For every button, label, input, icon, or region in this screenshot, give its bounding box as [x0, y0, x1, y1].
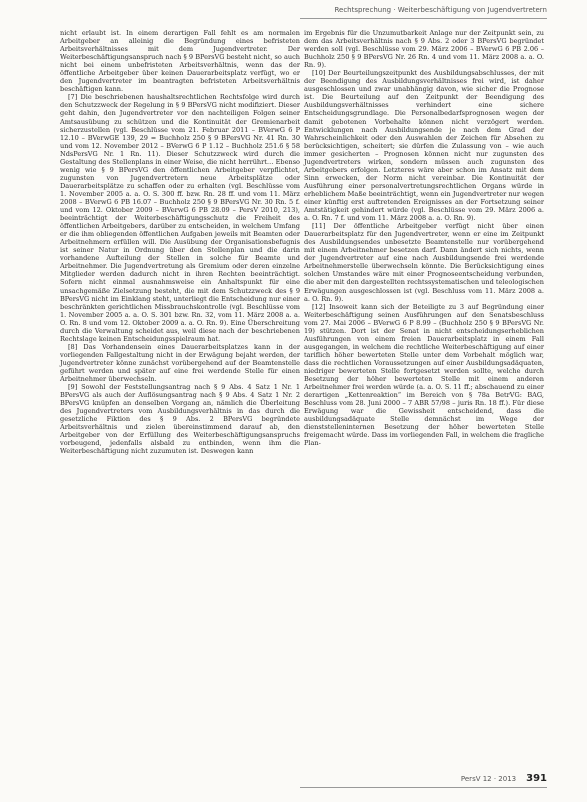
page-number: 391 — [526, 773, 547, 784]
paragraph: [8] Das Vorhandensein eines Dauerarbeitsplatzes kann in der vorliegenden Fallgestaltung nicht in der Erwägung bejaht werden, der Jugendvertreter könne zunächst vorübergehend auf der Beamtenstelle geführt werden und später auf eine frei werdende Stelle für einen Arbeitnehmer überwechseln. — [60, 342, 300, 384]
footer-rule — [300, 787, 547, 788]
paragraph: nicht erlaubt ist. In einem derartigen Fall fehlt es am normalen Arbeitgeber an alleinig die Begründung eines befristeten Arbeitsverhältnisses mit dem Jugendvertreter. Der Weiterbeschäftigungsanspruch nach § 9 BPersVG besteht nicht, so auch nicht bei einem unbefristeten Arbeitsverhältnis, wenn das der öffentliche Arbeitgeber über keinen Dauerarbeitsplatz verfügt, wo er den Jugendvertreter im beantragten befristeten Arbeitsverhältnis beschäftigen kann. — [60, 29, 300, 94]
paragraph: im Ergebnis für die Unzumutbarkeit Anlage nur der Zeitpunkt sein, zu dem das Arbeitsverhältnis nach § 9 Abs. 2 oder 3 BPersVG begründet werden soll (vgl. Beschlüsse vom 29. März 2006 – BVerwG 6 PB 2.06 – Buchholz 250 § 9 BPersVG Nr. 26 Rn. 4 und vom 11. März 2008 a. a. O. Rn. 9). — [304, 29, 544, 70]
right-column — [304, 29, 544, 447]
page-footer — [461, 773, 547, 784]
paragraph: [11] Der öffentliche Arbeitgeber verfügt nicht über einen Dauerarbeitsplatz für den Jugendvertreter, wenn er eine im Zeitpunkt des Ausbildungsendes unbesetzte Beamtenstelle nur vorübergehend mit einem Arbeitnehmer besetzen darf. Dann ändert sich nichts, wenn der Jugendvertreter auf eine nach Ausbildungsende frei werdende Arbeitnehmerstelle überwechseln könnte. Die Berücksichtigung eines solchen Umstandes wäre mit einer Prognoseentscheidung verbunden, die aber mit den dargestellten rechtssystematischen und teleologischen Erwägungen ausgeschlossen ist (vgl. Beschluss vom 11. März 2008 a. a. O. Rn. 9). — [304, 222, 544, 303]
paragraph: [7] Die beschriebenen haushaltsrechtlichen Rechtsfolge wird durch den Schutzzweck der Regelung in § 9 BPersVG nicht modifiziert. Dieser geht dahin, den Jugendvertreter vor den nachteiligen Folgen seiner Amtsausübung zu schützen und die Kontinuität der Gremienarbeit sicherzustellen (vgl. Beschlüsse vom 21. Februar 2011 – BVerwG 6 P 12.10 – BVerwGE 139, 29 = Buchholz 250 § 9 BPersVG Nr. 41 Rn. 30 und vom 12. November 2012 – BVerwG 6 P 1.12 – Buchholz 251.6 § 58 NdsPersVG Nr. 1 Rn. 11). Dieser Schutzzweck wird durch die Gestaltung des Stellenplans in einer Weise, die nicht herrührt… Ebenso wenig wie § 9 BPersVG den öffentlichen Arbeitgeber verpflichtet, zugunsten von Jugendvertretern neue Arbeitsplätze oder Dauerarbeitsplätze zu schaffen oder zu erhalten (vgl. Beschlüsse vom 1. November 2005 a. a. O. S. 300 ff. bzw. Rn. 28 ff. und vom 11. März 2008 – BVerwG 6 PB 16.07 – Buchholz 250 § 9 BPersVG Nr. 30 Rn. 5 f. und vom 12. Oktober 2009 – BVerwG 6 PB 28.09 – PersV 2010, 213), beeinträchtigt der Weiterbeschäftigungsschutz die Freiheit des öffentlichen Arbeitgebers, darüber zu entscheiden, in welchem Umfang er die ihm obliegenden öffentlichen Aufgaben jeweils mit Beamten oder Arbeitnehmern erfüllen will. Die Ausübung der Organisationsbefugnis ist seiner Natur in Ordnung über den Stellenplan und die darin vorhandene Aufteilung der Stellen in solche für Beamte und Arbeitnehmer. Die Jugendvertretung als Gremium oder deren einzelne Mitglieder werden dadurch nicht in ihren Rechten beeinträchtigt. Sofern nicht einmal ausnahmsweise ein Anhaltspunkt für eine unsachgemäße Zielsetzung besteht, die mit dem Schutzzweck des § 9 BPersVG nicht im Einklang steht, unterliegt die Entscheidung nur einer beschränkten gerichtlichen Missbrauchskontrolle (vgl. Beschlüsse vom 1. November 2005 a. a. O. S. 301 bzw. Rn. 32, vom 11. März 2008 a. a. O. Rn. 8 und vom 12. Oktober 2009 a. a. O. Rn. 9). Eine Überschreitung durch die Verwaltung scheidet aus, weil diese nach der beschriebenen Rechtslage keinen Entscheidungsspielraum hat. — [60, 93, 300, 343]
journal-reference: PersV 12 · 2013 — [460, 775, 517, 783]
paragraph: [9] Sowohl der Feststellungsantrag nach § 9 Abs. 4 Satz 1 Nr. 1 BPersVG als auch der Auflösungsantrag nach § 9 Abs. 4 Satz 1 Nr. 2 BPersVG knüpfen an denselben Vorgang an, nämlich die Überleitung des Jugendvertreters vom Ausbildungsverhältnis in das durch die gesetzliche Fiktion des § 9 Abs. 2 BPersVG begründete Arbeitsverhältnis und zielen übereinstimmend darauf ab, den Arbeitgeber von der Erfüllung des Weiterbeschäftigungsanspruchs vorbeugend, jedenfalls alsbald zu entbinden, wenn ihm die Weiterbeschäftigung nicht zuzumuten ist. Deswegen kann — [60, 383, 300, 456]
left-column — [60, 29, 300, 455]
header-rule — [300, 18, 547, 19]
paragraph: [10] Der Beurteilungszeitpunkt des Ausbildungsabschlusses, der mit der Beendigung des Ausbildungsverhältnisses frei wird, ist daher ausgeschlossen und zwar unabhängig davon, wie sicher die Prognose ist. Die Beurteilung auf den Zeitpunkt der Beendigung des Ausbildungsverhältnisses verhindert eine sichere Entscheidungsgrundlage. Die Personalbedarfsprognosen wegen der damit gebotenen Vorbehalte können nicht verzögert werden. Entwicklungen nach Ausbildungsende je nach dem Grad der Wahrscheinlichkeit oder den Auswahlen der Zeichen für Absehen zu berücksichtigen, scheitert; sie dürfen die Zulassung von – wie auch immer gesicherten – Prognosen können nicht nur zugunsten des Jugendvertreters wirken, sondern müssen auch zugunsten des Arbeitgebers erfolgen. Letzteres wäre aber schon im Ansatz mit dem Sinn erwecken, der Norm nicht vereinbar. Die Kontinuität der Ausführung einer personalvertretungsrechtlichen Organs würde in erheblichem Maße beeinträchtigt, wenn ein Jugendvertreter nur wegen einer künftig erst auftretenden Ereignisses an der Fortsetzung seiner Amtstätigkeit gehindert würde (vgl. Beschlüsse vom 29. März 2006 a. a. O. Rn. 7 f. und vom 11. März 2008 a. a. O. Rn. 9). — [304, 69, 544, 223]
running-header: Rechtsprechung · Weiterbeschäftigung von Jugendvertretern — [334, 6, 547, 14]
paragraph: [12] Insoweit kann sich der Beteiligte zu 3 auf Begründung einer Weiterbeschäftigung seinen Ausführungen auf den Senatsbeschluss vom 27. Mai 2006 – BVerwG 6 P 8.99 – (Buchholz 250 § 9 BPersVG Nr. 19) stützen. Dort ist der Senat in nicht entscheidungserheblichen Ausführungen von einem freien Dauerarbeitsplatz in einem Fall ausgegangen, in welchem die rechtliche Weiterbeschäftigung auf einer tariflich höher bewerteten Stelle unter dem Vorbehalt möglich war, dass die rechtlichen Voraussetzungen auf einer Ausbildungsadäquaten, niedriger bewerteten Stelle fortgesetzt werden sollte, welche durch Besetzung der höher bewerteten Stelle mit einem anderen Arbeitnehmer frei werden würde (a. a. O. S. 11 ff.; abschauend zu einer derartigen „Kettenreaktion“ im Bereich von § 78a BetrVG: BAG, Beschluss vom 28. Juni 2000 – 7 ABR 57/98 – juris Rn. 18 ff.). Für diese Erwägung war die Gewissheit entscheidend, dass die ausbildungsadäquate Stelle demnächst im Wege der dienststelleninternen Besetzung der höher bewerteten Stelle freigemacht würde. Dass im vorliegenden Fall, in welchem die fragliche Plan- — [304, 302, 544, 448]
